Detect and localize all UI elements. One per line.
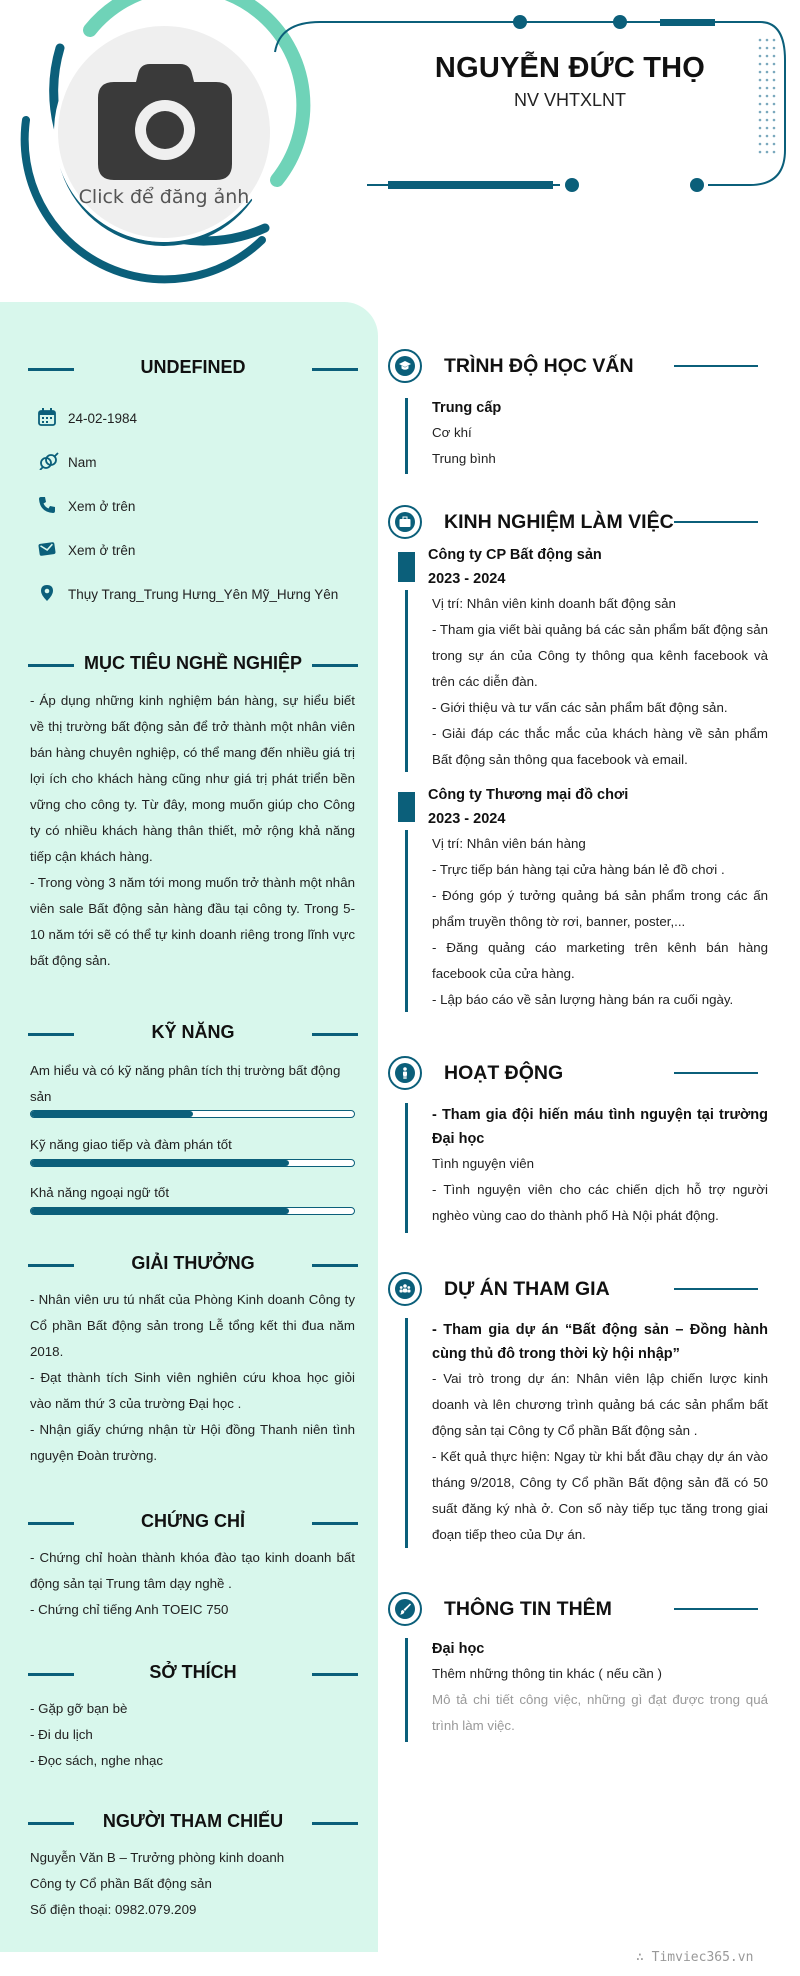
skill-bar-fill bbox=[31, 1160, 289, 1166]
skill-name: Khả năng ngoại ngữ tốt bbox=[30, 1185, 170, 1200]
gender-icon bbox=[38, 452, 60, 470]
job-line: - Trực tiếp bán hàng tại cửa hàng bán lẻ đồ chơi . bbox=[432, 862, 725, 877]
award-line: - Đạt thành tích Sinh viên nghiên cứu khoa học giỏi vào năm thứ 3 của trường Đại học . bbox=[30, 1370, 355, 1411]
address-value: Thụy Trang_Trung Hưng_Yên Mỹ_Hưng Yên bbox=[68, 587, 339, 602]
job-line: - Đóng góp ý tưởng quảng bá sản phẩm trong các ấn phẩm truyền thông tờ rơi, banner, poster,... bbox=[432, 888, 768, 929]
education-grade: Trung bình bbox=[432, 451, 496, 466]
personal-section-title: UNDEFINED bbox=[28, 354, 358, 384]
education-timeline bbox=[405, 398, 408, 474]
left-column bbox=[0, 302, 378, 1952]
phone-value: Xem ở trên bbox=[68, 499, 136, 514]
email-icon bbox=[38, 540, 56, 558]
job-company: Công ty Thương mại đồ chơi bbox=[428, 787, 629, 803]
certificate-line: - Chứng chỉ tiếng Anh TOEIC 750 bbox=[30, 1602, 229, 1617]
certificates-section-title: CHỨNG CHỈ bbox=[28, 1508, 358, 1538]
reference-line: Số điện thoại: 0982.079.209 bbox=[30, 1902, 197, 1917]
address-row bbox=[38, 584, 368, 606]
activity-role: Tình nguyện viên bbox=[432, 1156, 535, 1171]
hobbies-text bbox=[30, 1696, 355, 1774]
reference-line: Nguyễn Văn B – Trưởng phòng kinh doanh bbox=[30, 1850, 285, 1865]
additional-block bbox=[432, 1637, 768, 1739]
education-major: Cơ khí bbox=[432, 425, 472, 440]
hobby-line: - Đi du lịch bbox=[30, 1727, 93, 1742]
job-line: - Đăng quảng cáo marketing trên kênh bán hàng facebook của cửa hàng. bbox=[432, 940, 768, 981]
phone-icon bbox=[38, 496, 56, 514]
group-icon bbox=[399, 1283, 411, 1295]
reference-line: Công ty Cổ phần Bất động sản bbox=[30, 1876, 212, 1891]
project-line: - Vai trò trong dự án: Nhân viên lập chiến lược kinh doanh và lên chương trình quảng bá các sản phẩm bất động sản tại Công ty Cổ phần Bất động sản . bbox=[432, 1371, 768, 1438]
skill-bar-fill bbox=[31, 1111, 193, 1117]
cv-header bbox=[0, 0, 800, 300]
skills-section-title: KỸ NĂNG bbox=[28, 1019, 358, 1049]
activities-section-title: HOẠT ĐỘNG bbox=[388, 1056, 768, 1096]
projects-block bbox=[432, 1318, 768, 1548]
watermark: ∴ Timviec365.vn bbox=[636, 1950, 754, 1965]
skill-bar bbox=[30, 1207, 355, 1215]
job-timeline bbox=[405, 590, 408, 772]
objective-line: - Trong vòng 3 năm tới mong muốn trở thành một nhân viên sale Bất động sản hàng đầu tại công ty. Trong 5-10 năm tới sẽ có thể tự kinh doanh riêng trong lĩnh vực bất động sản. bbox=[30, 875, 355, 968]
graduation-cap-icon bbox=[399, 360, 411, 372]
project-line: - Kết quả thực hiện: Ngay từ khi bắt đầu chạy dự án vào tháng 9/2018, Công ty Cổ phần Bất động sản đã có 50 suất đăng ký nhà ở. Con số này tiếp tục tăng trong giai đoạn tiếp theo của Dự án. bbox=[432, 1449, 768, 1542]
job-period: 2023 - 2024 bbox=[428, 811, 506, 827]
avatar-upload-label[interactable]: Click để đăng ảnh bbox=[78, 186, 250, 208]
brush-icon bbox=[399, 1603, 411, 1615]
gender-row bbox=[38, 452, 368, 474]
birthday-row bbox=[38, 408, 368, 430]
additional-placeholder[interactable]: Mô tả chi tiết công việc, những gì đạt được trong quá trình làm việc. bbox=[432, 1692, 768, 1733]
job-company: Công ty CP Bất động sản bbox=[428, 547, 602, 563]
skill-bar bbox=[30, 1159, 355, 1167]
awards-section-title: GIẢI THƯỞNG bbox=[28, 1250, 358, 1280]
camera-icon[interactable] bbox=[98, 64, 232, 180]
gender-value: Nam bbox=[68, 455, 97, 470]
activity-heading: - Tham gia đội hiến máu tình nguyện tại trường Đại học bbox=[432, 1107, 768, 1147]
education-section-title: TRÌNH ĐỘ HỌC VẤN bbox=[388, 349, 768, 389]
candidate-name: NGUYỄN ĐỨC THỌ bbox=[434, 52, 706, 84]
job-marker bbox=[398, 552, 415, 582]
job-line: - Giới thiệu và tư vấn các sản phẩm bất động sản. bbox=[432, 700, 728, 715]
references-text bbox=[30, 1845, 355, 1923]
job-line: Vị trí: Nhân viên bán hàng bbox=[432, 836, 586, 851]
watermark-text: Timviec365.vn bbox=[651, 1950, 754, 1965]
email-value: Xem ở trên bbox=[68, 543, 136, 558]
location-icon bbox=[38, 584, 56, 602]
additional-line: Thêm những thông tin khác ( nếu cần ) bbox=[432, 1666, 662, 1681]
additional-heading: Đại học bbox=[432, 1641, 485, 1657]
projects-section-title: DỰ ÁN THAM GIA bbox=[388, 1272, 768, 1312]
hobbies-section-title: SỞ THÍCH bbox=[28, 1659, 358, 1689]
job-details bbox=[432, 591, 768, 773]
phone-row bbox=[38, 496, 368, 518]
job-line: - Tham gia viết bài quảng bá các sản phẩm bất động sản trong sự án của Công ty thông qua kênh facebook và trên các diễn đàn. bbox=[432, 622, 768, 689]
candidate-position: NV VHTXLNT bbox=[513, 90, 627, 110]
job-timeline bbox=[405, 830, 408, 1012]
activities-block bbox=[432, 1103, 768, 1229]
education-block bbox=[432, 396, 768, 472]
briefcase-icon bbox=[399, 516, 411, 528]
calendar-icon bbox=[38, 408, 56, 426]
awards-text bbox=[30, 1287, 355, 1469]
job-marker bbox=[398, 792, 415, 822]
education-level: Trung cấp bbox=[432, 400, 502, 416]
job-header bbox=[428, 543, 768, 591]
birthday-value: 24-02-1984 bbox=[68, 411, 138, 426]
job-header bbox=[428, 783, 768, 831]
projects-timeline bbox=[405, 1318, 408, 1548]
certificate-line: - Chứng chỉ hoàn thành khóa đào tạo kinh doanh bất động sản tại Trung tâm dạy nghề . bbox=[30, 1550, 355, 1591]
objective-line: - Áp dụng những kinh nghiệm bán hàng, sự hiểu biết về thị trường bất động sản để trở thành một nhân viên bán hàng chuyên nghiệp, có thể mang đến nhiều giá trị lợi ích cho khách hàng cũng như giá trị phát triển bền vững cho công ty. Từ đây, mong muốn giúp cho Công ty có nhiều khách hàng thân thiết, mở rộng khả năng tiếp cận khách hàng. bbox=[30, 693, 355, 864]
job-line: - Lập báo cáo về sản lượng hàng bán ra cuối ngày. bbox=[432, 992, 734, 1007]
hobby-line: - Gặp gỡ bạn bè bbox=[30, 1701, 128, 1716]
skill-name: Am hiểu và có kỹ năng phân tích thị trường bất động sản bbox=[30, 1063, 341, 1104]
job-line: Vị trí: Nhân viên kinh doanh bất động sản bbox=[432, 596, 676, 611]
skill-bar bbox=[30, 1110, 355, 1118]
skill-bar-fill bbox=[31, 1208, 289, 1214]
certificates-text bbox=[30, 1545, 355, 1623]
objective-section-title: MỤC TIÊU NGHỀ NGHIỆP bbox=[28, 650, 358, 680]
hobby-line: - Đọc sách, nghe nhạc bbox=[30, 1753, 164, 1768]
job-period: 2023 - 2024 bbox=[428, 571, 506, 587]
email-row bbox=[38, 540, 368, 562]
objective-text bbox=[30, 688, 355, 974]
activities-timeline bbox=[405, 1103, 408, 1233]
references-section-title: NGƯỜI THAM CHIẾU bbox=[28, 1808, 358, 1838]
job-details bbox=[432, 831, 768, 1013]
award-line: - Nhân viên ưu tú nhất của Phòng Kinh doanh Công ty Cổ phần Bất động sản trong Lễ tổng kết thi đua năm 2018. bbox=[30, 1292, 355, 1359]
award-line: - Nhận giấy chứng nhận từ Hội đồng Thanh niên tình nguyện Đoàn trường. bbox=[30, 1422, 355, 1463]
activity-line: - Tình nguyện viên cho các chiến dịch hỗ trợ người nghèo vùng cao do thành phố Hà Nội phát động. bbox=[432, 1182, 768, 1223]
additional-timeline bbox=[405, 1638, 408, 1742]
project-heading: - Tham gia dự án “Bất động sản – Đồng hành cùng thủ đô trong thời kỳ hội nhập” bbox=[432, 1322, 768, 1362]
experience-section-title: KINH NGHIỆM LÀM VIỆC bbox=[388, 505, 768, 545]
skill-name: Kỹ năng giao tiếp và đàm phán tốt bbox=[30, 1137, 232, 1152]
job-line: - Giải đáp các thắc mắc của khách hàng về sản phẩm Bất động sản thông qua facebook và email. bbox=[432, 726, 768, 767]
additional-section-title: THÔNG TIN THÊM bbox=[388, 1592, 768, 1632]
person-icon bbox=[399, 1067, 411, 1079]
